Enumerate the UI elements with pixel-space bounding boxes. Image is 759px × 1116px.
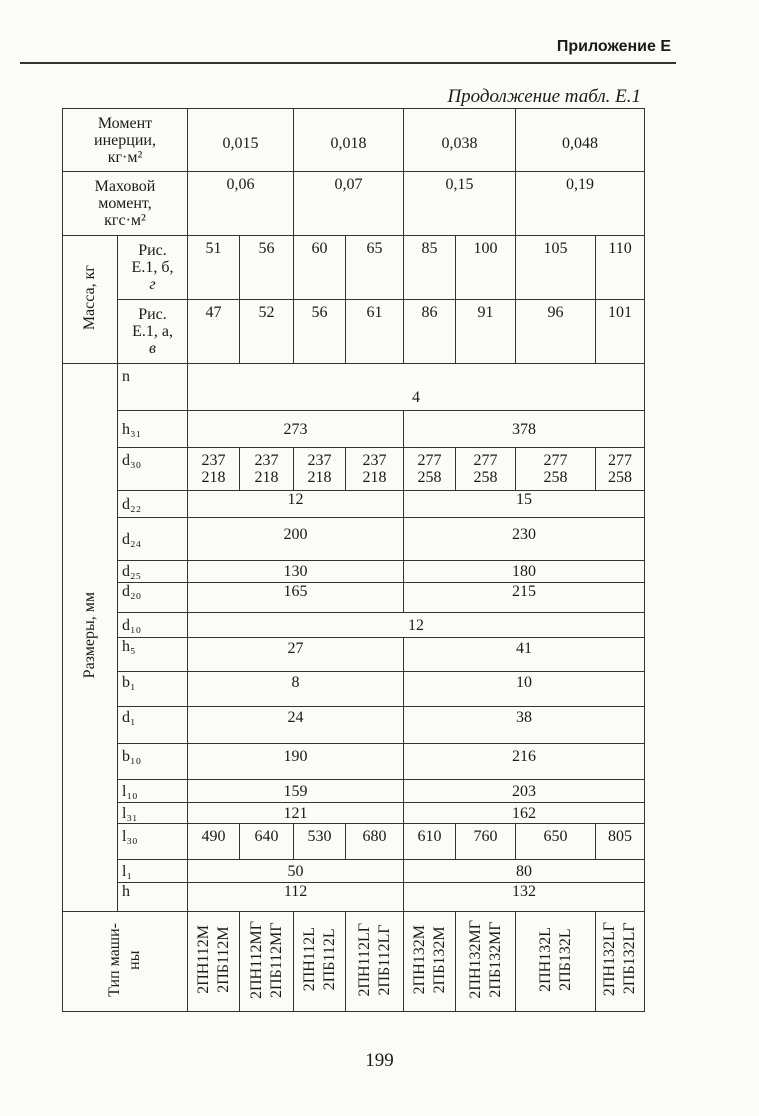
group-mass: Масса, кг (63, 236, 118, 364)
cell-value: 96 (516, 300, 596, 364)
row-d10 (63, 613, 645, 638)
cell-value: 200 (188, 518, 404, 561)
label-fig-av: Рис. Е.1, а, в (118, 300, 188, 364)
cell-value: 86 (404, 300, 456, 364)
row-b10 (63, 744, 645, 780)
cell-value: 105 (516, 236, 596, 300)
cell-value: 180 (404, 561, 645, 583)
cell-value: 203 (404, 780, 645, 803)
row-l30 (63, 824, 645, 860)
row-h5 (63, 638, 645, 672)
cell-machine-type: 2ПН132LГ 2ПБ132LГ (596, 912, 645, 1012)
cell-value: 50 (188, 860, 404, 883)
cell-value: 110 (596, 236, 645, 300)
cell-value: 760 (456, 824, 516, 860)
row-l31 (63, 803, 645, 824)
row-l1 (63, 860, 645, 883)
row-d25 (63, 561, 645, 583)
row-machine-type (63, 912, 645, 1012)
cell-value: 378 (404, 411, 645, 448)
cell-value: 0,048 (516, 109, 645, 172)
cell-value: 273 (188, 411, 404, 448)
label-b1: b₁ (118, 672, 188, 707)
cell-value: 0,19 (516, 172, 645, 236)
label-d30: d₃₀ (118, 448, 188, 491)
row-l10 (63, 780, 645, 803)
label-flywheel: Маховой момент, кгс·м² (63, 172, 188, 236)
cell-value: 52 (240, 300, 294, 364)
cell-value: 24 (188, 707, 404, 744)
cell-value: 159 (188, 780, 404, 803)
cell-value: 56 (240, 236, 294, 300)
cell-value: 277 258 (404, 448, 456, 491)
cell-value: 130 (188, 561, 404, 583)
row-h (63, 883, 645, 912)
cell-value: 0,015 (188, 109, 294, 172)
label-d10: d₁₀ (118, 613, 188, 638)
cell-value: 132 (404, 883, 645, 912)
cell-value: 10 (404, 672, 645, 707)
label-h: h (118, 883, 188, 912)
cell-value: 0,038 (404, 109, 516, 172)
cell-value: 640 (240, 824, 294, 860)
cell-value: 27 (188, 638, 404, 672)
cell-value: 47 (188, 300, 240, 364)
cell-value: 237 218 (294, 448, 346, 491)
cell-value: 230 (404, 518, 645, 561)
cell-value: 0,06 (188, 172, 294, 236)
row-d22 (63, 491, 645, 518)
cell-value: 0,15 (404, 172, 516, 236)
cell-value: 56 (294, 300, 346, 364)
cell-value: 277 258 (516, 448, 596, 491)
cell-value: 101 (596, 300, 645, 364)
cell-value: 237 218 (188, 448, 240, 491)
label-h31: h₃₁ (118, 411, 188, 448)
label-l1: l₁ (118, 860, 188, 883)
label-d22: d₂₂ (118, 491, 188, 518)
cell-value: 15 (404, 491, 645, 518)
cell-value: 165 (188, 583, 404, 613)
header-rule (20, 62, 676, 64)
row-n (63, 364, 645, 411)
page-number: 199 (365, 1050, 394, 1071)
cell-value: 805 (596, 824, 645, 860)
label-h5: h₅ (118, 638, 188, 672)
row-flywheel (63, 172, 645, 236)
cell-value: 610 (404, 824, 456, 860)
cell-machine-type: 2ПН112МГ 2ПБ112МГ (240, 912, 294, 1012)
label-d25: d₂₅ (118, 561, 188, 583)
label-d20: d₂₀ (118, 583, 188, 613)
cell-value: 530 (294, 824, 346, 860)
row-d24 (63, 518, 645, 561)
cell-value: 4 (188, 364, 645, 411)
label-l10: l₁₀ (118, 780, 188, 803)
cell-value: 8 (188, 672, 404, 707)
cell-value: 91 (456, 300, 516, 364)
cell-machine-type: 2ПН132L 2ПБ132L (516, 912, 596, 1012)
cell-value: 100 (456, 236, 516, 300)
label-fig-bg: Рис. Е.1, б, г (118, 236, 188, 300)
cell-value: 38 (404, 707, 645, 744)
cell-value: 215 (404, 583, 645, 613)
cell-machine-type: 2ПН112L 2ПБ112L (294, 912, 346, 1012)
cell-machine-type: 2ПН132М 2ПБ132М (404, 912, 456, 1012)
row-b1 (63, 672, 645, 707)
label-d24: d₂₄ (118, 518, 188, 561)
label-n: n (118, 364, 188, 411)
cell-value: 60 (294, 236, 346, 300)
cell-value: 237 218 (346, 448, 404, 491)
cell-value: 51 (188, 236, 240, 300)
row-inertia (63, 109, 645, 172)
table-caption: Продолжение табл. Е.1 (447, 86, 641, 107)
row-h31 (63, 411, 645, 448)
spec-table (62, 108, 645, 1012)
cell-value: 162 (404, 803, 645, 824)
cell-machine-type: 2ПН132МГ 2ПБ132МГ (456, 912, 516, 1012)
cell-value: 190 (188, 744, 404, 780)
row-mass-bg (63, 236, 645, 300)
cell-value: 277 258 (456, 448, 516, 491)
group-dims: Размеры, мм (63, 364, 118, 912)
cell-value: 61 (346, 300, 404, 364)
cell-value: 490 (188, 824, 240, 860)
label-machine-type: Тип маши- ны (63, 912, 188, 1012)
cell-value: 80 (404, 860, 645, 883)
label-l30: l₃₀ (118, 824, 188, 860)
label-b10: b₁₀ (118, 744, 188, 780)
row-d30 (63, 448, 645, 491)
cell-value: 237 218 (240, 448, 294, 491)
cell-machine-type: 2ПН112М 2ПБ112М (188, 912, 240, 1012)
cell-value: 277 258 (596, 448, 645, 491)
cell-value: 12 (188, 491, 404, 518)
cell-value: 12 (188, 613, 645, 638)
cell-value: 650 (516, 824, 596, 860)
row-mass-av (63, 300, 645, 364)
cell-value: 0,07 (294, 172, 404, 236)
cell-value: 65 (346, 236, 404, 300)
cell-machine-type: 2ПН112LГ 2ПБ112LГ (346, 912, 404, 1012)
label-inertia: Момент инерции, кг·м² (63, 109, 188, 172)
cell-value: 121 (188, 803, 404, 824)
cell-value: 216 (404, 744, 645, 780)
row-d20 (63, 583, 645, 613)
cell-value: 112 (188, 883, 404, 912)
label-l31: l₃₁ (118, 803, 188, 824)
page-header: Приложение Е (556, 38, 671, 55)
cell-value: 0,018 (294, 109, 404, 172)
row-d1 (63, 707, 645, 744)
cell-value: 680 (346, 824, 404, 860)
cell-value: 41 (404, 638, 645, 672)
cell-value: 85 (404, 236, 456, 300)
label-d1: d₁ (118, 707, 188, 744)
